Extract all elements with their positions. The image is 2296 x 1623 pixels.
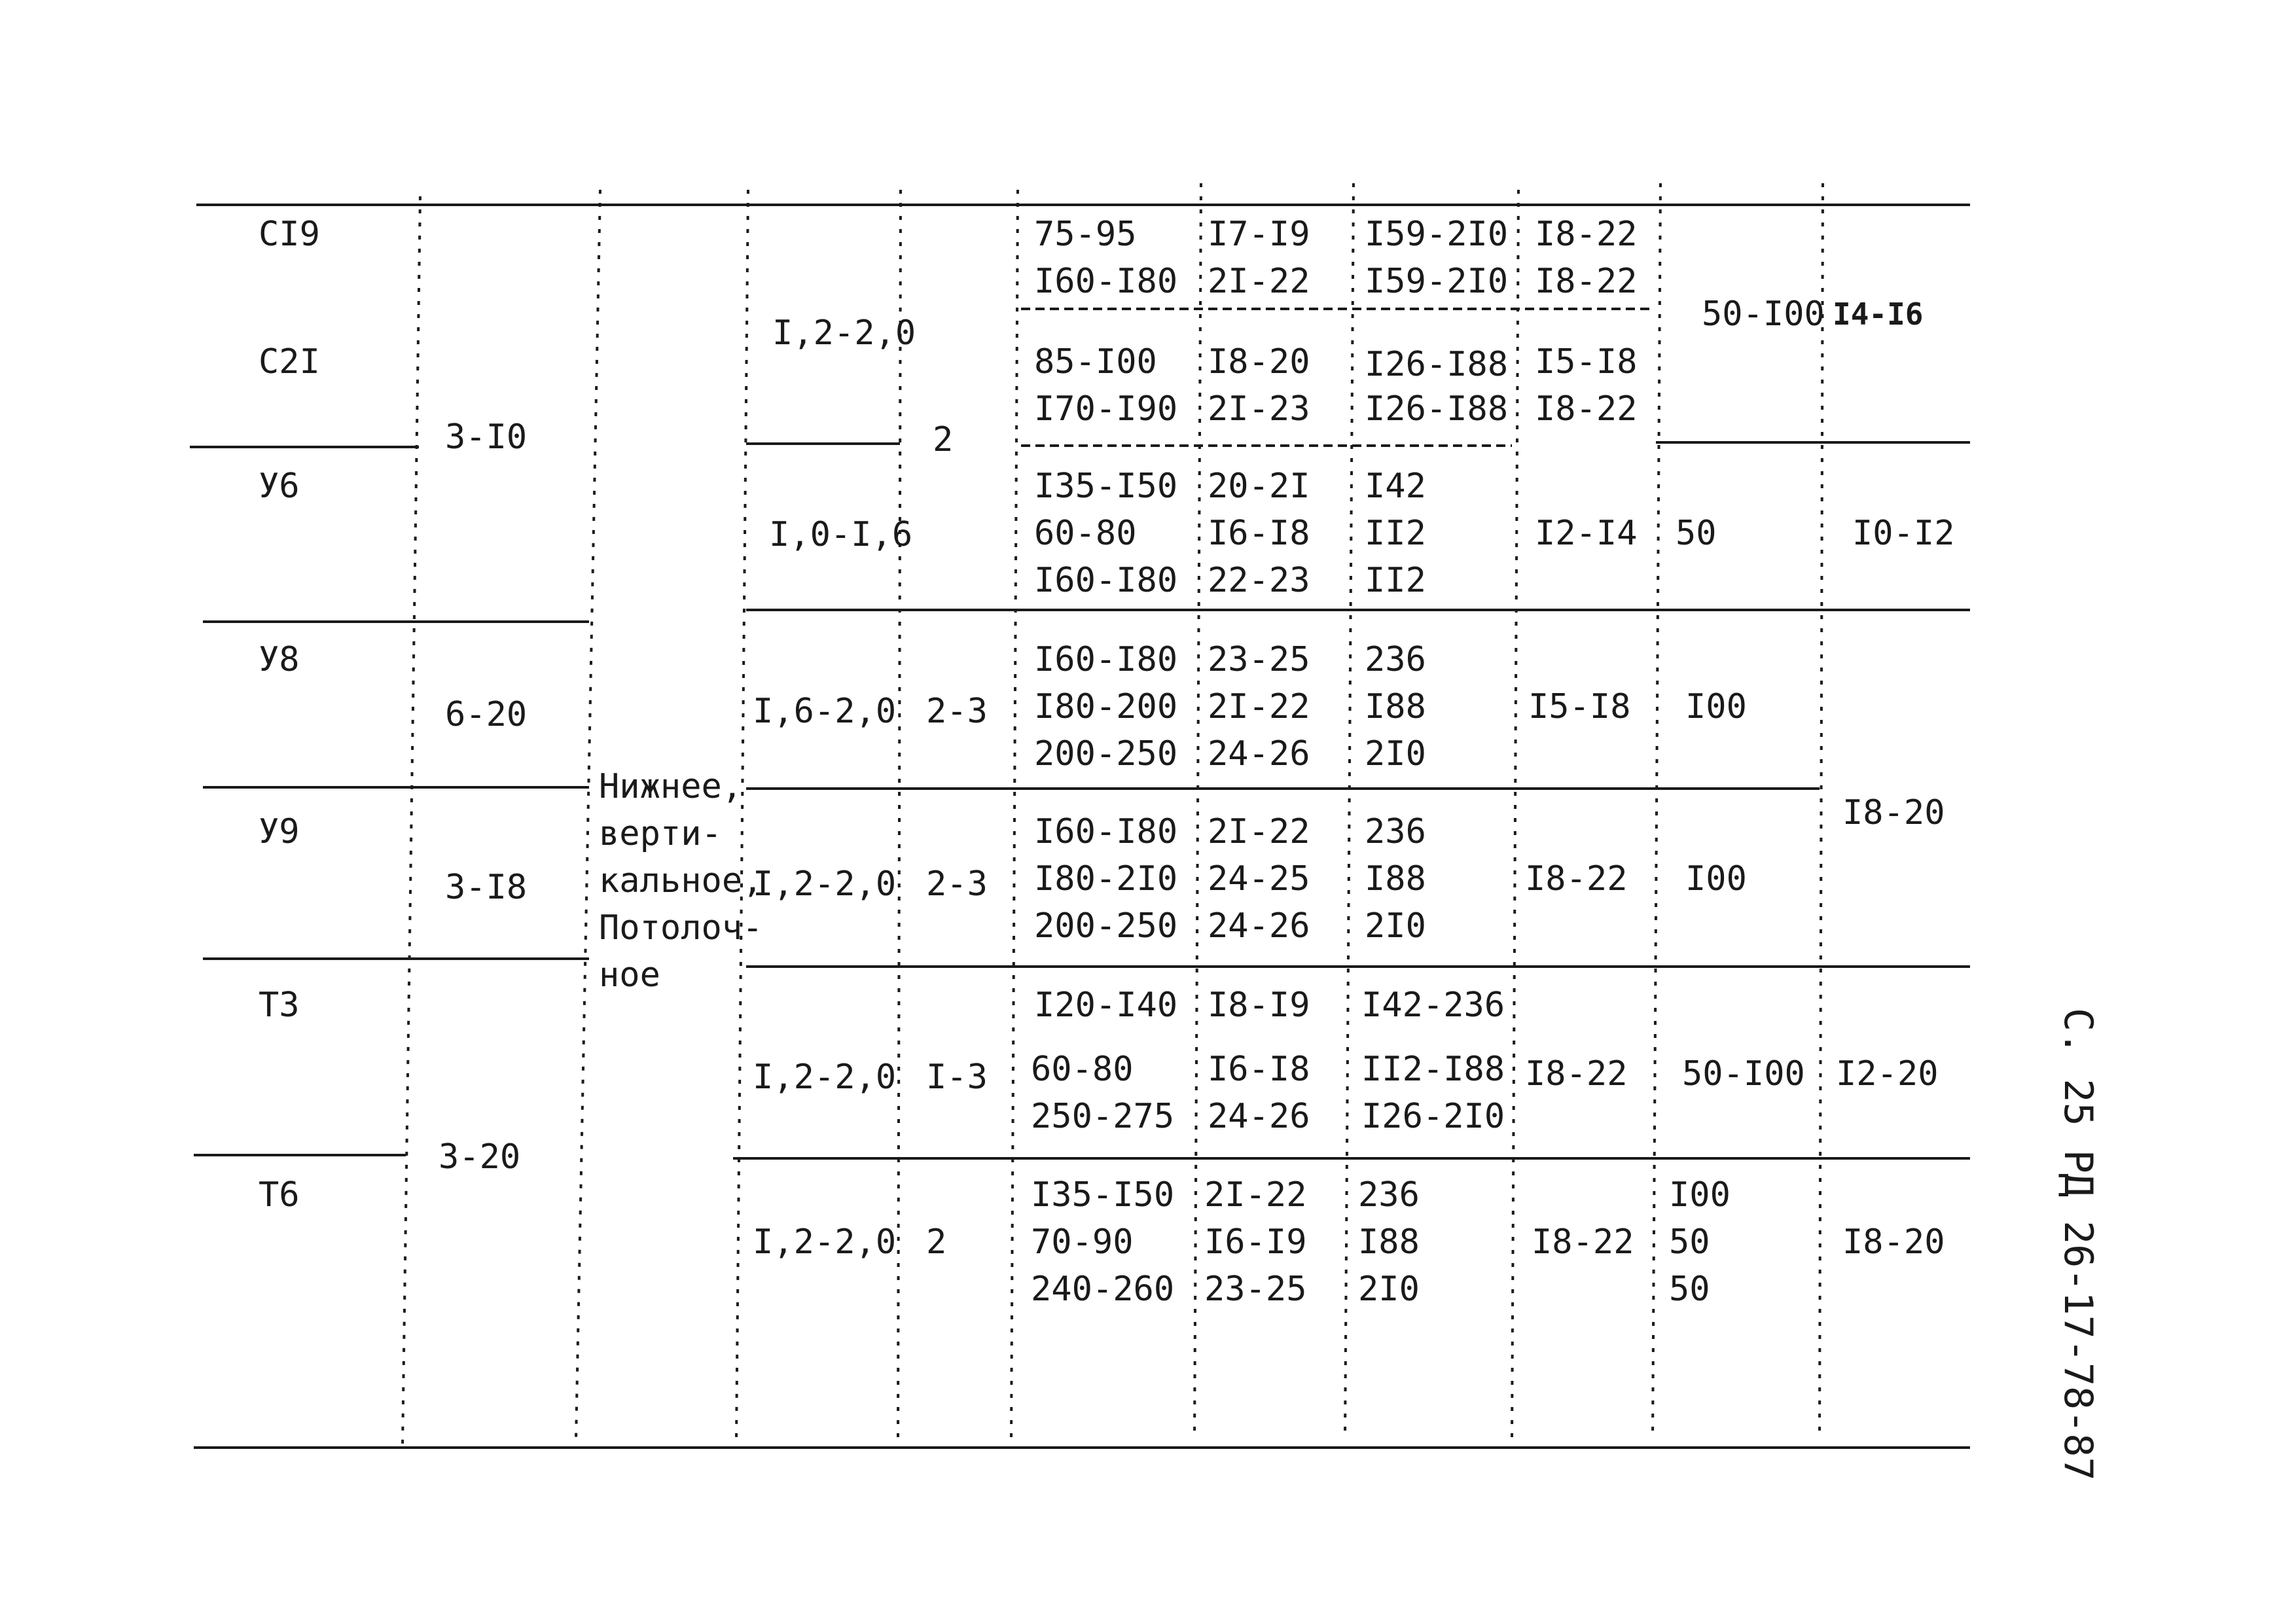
diameter-c19-c21: I,2-2,0 [772,313,916,353]
speed-u9-1: 236 [1365,812,1426,851]
position-line-5: ное [599,955,660,995]
current-u6-1: I35-I50 [1034,467,1178,506]
position-line-3: кальное, [599,861,763,901]
diameter-u8: I,6-2,0 [753,692,897,731]
flow-t6-2: 50 [1669,1222,1710,1262]
flow-c19-c21: 50-I00 [1702,294,1825,334]
position-line-2: верти- [599,814,722,853]
speed-u9-2: I88 [1365,859,1426,899]
grade-u6: У6 [259,467,300,506]
thickness-u9: 3-I8 [445,868,528,907]
col-rule-voltage [1194,183,1201,1440]
position-line-4: Потолоч- [599,908,763,948]
current-u8-1: I60-I80 [1034,640,1178,679]
thickness-u8: 6-20 [445,695,528,734]
thickness-c19-c21-u6: 3-I0 [445,418,528,457]
diameter-t3: I,2-2,0 [753,1058,897,1097]
current-u6-2: 60-80 [1034,514,1137,553]
voltage-u8-3: 24-26 [1208,734,1310,774]
flow-u6: 50 [1676,514,1717,553]
voltage-u9-3: 24-26 [1208,906,1310,946]
current-c19-1: 75-95 [1034,215,1137,254]
thickness-t3-t6: 3-20 [439,1137,521,1177]
voltage-t3-2: I6-I8 [1208,1050,1310,1089]
col-rule-stickout [1820,183,1823,1440]
gas-t6: I8-22 [1532,1222,1634,1262]
flow-u9: I00 [1685,859,1747,899]
gas-u6: I2-I4 [1535,514,1638,553]
flow-t6-3: 50 [1669,1270,1710,1309]
layers-t6: 2 [926,1222,947,1262]
grade-u8: У8 [259,640,300,679]
grade-t6: Т6 [259,1175,300,1215]
speed-u8-1: 236 [1365,640,1426,679]
speed-c19-2: I59-2I0 [1365,262,1509,301]
voltage-u8-1: 23-25 [1208,640,1310,679]
flow-t3: 50-I00 [1682,1054,1805,1094]
current-u9-1: I60-I80 [1034,812,1178,851]
current-c21-2: I70-I90 [1034,389,1178,429]
speed-t6-3: 2I0 [1358,1270,1420,1309]
speed-t3-2: II2-I88 [1361,1050,1505,1089]
col-rule-flow [1653,183,1660,1440]
speed-u6-3: II2 [1365,561,1426,600]
page-reference: С. 25 РД 26-17-78-87 [2055,1008,2101,1481]
col-rule-current [1011,190,1018,1440]
grade-c21: С2I [259,342,320,382]
gas-c19-1: I8-22 [1535,215,1638,254]
current-t6-3: 240-260 [1031,1270,1175,1309]
voltage-t6-3: 23-25 [1204,1270,1307,1309]
col-rule-gas [1512,190,1518,1440]
speed-c19-1: I59-2I0 [1365,215,1509,254]
current-t3-3: 250-275 [1031,1097,1175,1136]
speed-c21-2: I26-I88 [1365,389,1509,429]
voltage-u6-1: 20-2I [1208,467,1310,506]
layers-c19-c21-u6: 2 [933,420,954,459]
current-c21-1: 85-I00 [1034,342,1157,382]
col-rule-thickness [403,196,420,1446]
current-t6-1: I35-I50 [1031,1175,1175,1215]
speed-u8-3: 2I0 [1365,734,1426,774]
gas-u8: I5-I8 [1528,687,1631,726]
voltage-u9-1: 2I-22 [1208,812,1310,851]
current-t6-2: 70-90 [1031,1222,1134,1262]
diameter-t6: I,2-2,0 [753,1222,897,1262]
gas-c19-2: I8-22 [1535,262,1638,301]
current-u9-3: 200-250 [1034,906,1178,946]
col-rule-speed [1345,183,1354,1440]
grade-u9: У9 [259,812,300,851]
voltage-u6-3: 22-23 [1208,561,1310,600]
stickout-u8-u9: I8-20 [1842,793,1945,832]
voltage-c19-1: I7-I9 [1208,215,1310,254]
grade-c19: СI9 [259,215,320,254]
current-u8-2: I80-200 [1034,687,1178,726]
voltage-u8-2: 2I-22 [1208,687,1310,726]
grade-t3: Т3 [259,986,300,1025]
current-u9-2: I80-2I0 [1034,859,1178,899]
voltage-u9-2: 24-25 [1208,859,1310,899]
layers-t3: I-3 [926,1058,988,1097]
speed-u6-1: I42 [1365,467,1426,506]
voltage-t3-1: I8-I9 [1208,986,1310,1025]
diameter-u6: I,0-I,6 [769,515,913,554]
voltage-t6-1: 2I-22 [1204,1175,1307,1215]
voltage-c21-2: 2I-23 [1208,389,1310,429]
speed-t6-1: 236 [1358,1175,1420,1215]
current-u8-3: 200-250 [1034,734,1178,774]
speed-u6-2: II2 [1365,514,1426,553]
stickout-c19-c21: I4-I6 [1833,296,1924,332]
current-c19-2: I60-I80 [1034,262,1178,301]
layers-u8: 2-3 [926,692,988,731]
speed-t3-3: I26-2I0 [1361,1097,1505,1136]
diameter-u9: I,2-2,0 [753,865,897,904]
current-t3-1: I20-I40 [1034,986,1178,1025]
gas-t3: I8-22 [1525,1054,1628,1094]
voltage-u6-2: I6-I8 [1208,514,1310,553]
stickout-u6: I0-I2 [1852,514,1955,553]
voltage-t3-3: 24-26 [1208,1097,1310,1136]
gas-u9: I8-22 [1525,859,1628,899]
stickout-t6: I8-20 [1842,1222,1945,1262]
gas-c21-1: I5-I8 [1535,342,1638,382]
current-t3-2: 60-80 [1031,1050,1134,1089]
speed-u9-3: 2I0 [1365,906,1426,946]
speed-t3-1: I42-236 [1361,986,1505,1025]
stickout-t3: I2-20 [1836,1054,1939,1094]
flow-t6-1: I00 [1669,1175,1731,1215]
col-rule-layers [898,190,901,1440]
gas-c21-2: I8-22 [1535,389,1638,429]
col-rule-position [576,190,600,1440]
layers-u9: 2-3 [926,865,988,904]
current-u6-3: I60-I80 [1034,561,1178,600]
speed-c21-1: I26-I88 [1365,345,1509,384]
voltage-t6-2: I6-I9 [1204,1222,1307,1262]
speed-t6-2: I88 [1358,1222,1420,1262]
voltage-c19-2: 2I-22 [1208,262,1310,301]
speed-u8-2: I88 [1365,687,1426,726]
position-line-1: Нижнее, [599,767,743,806]
flow-u8: I00 [1685,687,1747,726]
col-rule-diameter [736,190,748,1440]
voltage-c21-1: I8-20 [1208,342,1310,382]
